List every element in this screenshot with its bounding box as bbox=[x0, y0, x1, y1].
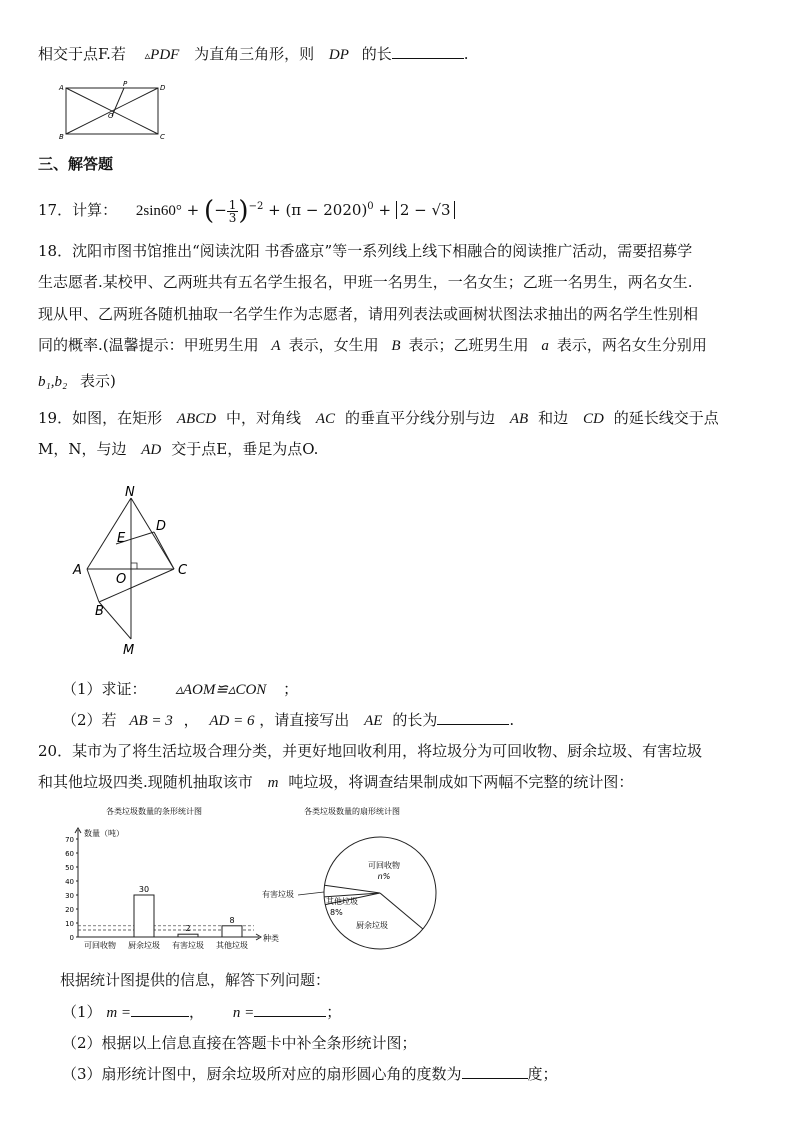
q19-text: 的延长线交于点 bbox=[613, 409, 719, 427]
geometry-figure-19 bbox=[64, 482, 204, 660]
triangle-name: PDF bbox=[150, 47, 180, 63]
y-tick-label: 10 bbox=[65, 920, 74, 928]
q18-line bbox=[38, 371, 116, 392]
pi-term: (π − 2020) bbox=[285, 201, 368, 219]
side-ab: AB bbox=[509, 411, 529, 427]
m-symbol: m bbox=[267, 775, 279, 791]
ad-value: AD = 6 bbox=[209, 713, 255, 729]
plus-sign: + bbox=[186, 201, 200, 219]
q20-line: 根据统计图提供的信息，解答下列问题： bbox=[60, 971, 331, 989]
x-tick-label: 可回收物 bbox=[84, 941, 116, 950]
q20-sub1 bbox=[62, 1002, 341, 1023]
q20-line: 20．某市为了将生活垃圾合理分类，并更好地回收利用，将垃圾分为可回收物、厨余垃圾、有害垃圾 bbox=[38, 742, 703, 760]
fraction-den: 3 bbox=[228, 210, 237, 225]
fig19-label: B bbox=[95, 604, 104, 619]
semicolon: ； bbox=[283, 680, 299, 698]
fig16-label: D bbox=[160, 84, 166, 92]
semicolon: ； bbox=[326, 1003, 342, 1021]
side-cd: CD bbox=[582, 411, 604, 427]
q18-text: 表示，女生用 bbox=[288, 336, 379, 354]
leader-line bbox=[298, 892, 324, 895]
answer-blank[interactable] bbox=[437, 710, 509, 725]
left-paren: ( bbox=[204, 196, 215, 226]
chart-title: 各类垃圾数量的条形统计图 bbox=[106, 807, 202, 816]
answer-blank[interactable] bbox=[131, 1002, 189, 1017]
rect-name: ABCD bbox=[176, 411, 217, 427]
fraction-num: 1 bbox=[228, 197, 237, 212]
y-tick-label: 70 bbox=[65, 836, 74, 844]
fig19-label: A bbox=[73, 563, 82, 578]
q19-text: 的长为 bbox=[392, 711, 438, 729]
q16-text: 相交于点F.若 bbox=[38, 45, 126, 63]
m-eq: m = bbox=[106, 1005, 132, 1021]
q18-line: 18．沈阳市图书馆推出“阅读沈阳 书香盛京”等一系列线上线下相融合的阅读推广活动，需要招募学 bbox=[38, 242, 693, 260]
plus-sign: + bbox=[378, 201, 392, 219]
slice-label: 有害垃圾 bbox=[262, 890, 294, 899]
comma: ， bbox=[183, 711, 199, 729]
q20-text: （3）扇形统计图中，厨余垃圾所对应的扇形圆心角的度数为 bbox=[62, 1065, 462, 1083]
ae-label: AE bbox=[364, 713, 383, 729]
fraction bbox=[227, 199, 239, 224]
q18-line: 生志愿者.某校甲、乙两班共有五名学生报名，甲班一名男生，一名女生；乙班一名男生，两名女生. bbox=[38, 273, 693, 291]
q16-tail bbox=[38, 44, 468, 66]
segment-dp: DP bbox=[328, 47, 349, 63]
x-axis-label: 种类 bbox=[263, 934, 279, 943]
fig19-label: E bbox=[117, 531, 126, 546]
triangle-symbol: ▵ bbox=[144, 49, 151, 62]
fig16-label: B bbox=[59, 133, 64, 141]
x-tick-label: 厨余垃圾 bbox=[128, 941, 160, 950]
answer-blank[interactable] bbox=[254, 1002, 326, 1017]
q19-text: （1）求证： bbox=[62, 680, 147, 698]
fig19-label: M bbox=[123, 643, 135, 658]
slice-sub: n% bbox=[377, 872, 391, 881]
y-tick-label: 40 bbox=[65, 878, 74, 886]
period: . bbox=[463, 45, 469, 63]
symbol-b: B bbox=[391, 338, 401, 354]
symbol-a: A bbox=[271, 338, 281, 354]
q19-text: 19．如图，在矩形 bbox=[38, 409, 163, 427]
bar bbox=[222, 926, 242, 937]
rectangle-figure-16 bbox=[58, 78, 178, 144]
x-tick-label: 其他垃圾 bbox=[216, 941, 248, 950]
chart-title: 各类垃圾数量的扇形统计图 bbox=[304, 807, 400, 816]
fig19-label: O bbox=[116, 572, 127, 587]
bar bbox=[134, 895, 154, 937]
exponent: 0 bbox=[367, 201, 374, 212]
fig19-label: C bbox=[178, 563, 188, 578]
q19-line bbox=[38, 408, 719, 429]
congruence: ▵AOM≌▵CON bbox=[175, 682, 267, 698]
q19-text: 和边 bbox=[538, 409, 569, 427]
y-tick-label: 60 bbox=[65, 850, 74, 858]
slice-label: 其他垃圾 bbox=[326, 897, 358, 906]
bar-chart bbox=[54, 800, 290, 958]
q20-sub3 bbox=[62, 1064, 558, 1084]
q17-term: 2sin60° bbox=[135, 203, 182, 219]
comma: ， bbox=[189, 1003, 205, 1021]
n-eq: n = bbox=[232, 1005, 255, 1021]
q17 bbox=[38, 194, 455, 226]
q18-text: 同的概率.(温馨提示：甲班男生用 bbox=[38, 336, 259, 354]
abs-term: 2 − √3 bbox=[396, 201, 455, 219]
q19-text: M，N，与边 bbox=[38, 440, 127, 458]
bar bbox=[178, 934, 198, 937]
q18-text: 表示) bbox=[79, 372, 116, 390]
right-paren: ) bbox=[238, 196, 249, 226]
data-label: 2 bbox=[185, 924, 191, 934]
y-axis-label: 数量（吨） bbox=[84, 829, 124, 838]
side-ad: AD bbox=[141, 442, 162, 458]
q20-text: 度； bbox=[527, 1065, 558, 1083]
ab-value: AB = 3 bbox=[129, 713, 173, 729]
q19-part2 bbox=[62, 710, 514, 731]
q18-line: 现从甲、乙两班各随机抽取一名学生作为志愿者，请用列表法或画树状图法求抽出的两名学生性别相 bbox=[38, 305, 699, 323]
q19-part1 bbox=[62, 679, 298, 700]
q16-text-c: 的长 bbox=[361, 45, 392, 63]
data-label: 8 bbox=[229, 915, 235, 925]
y-tick-label: 0 bbox=[69, 934, 74, 942]
y-tick-label: 20 bbox=[65, 906, 74, 914]
slice-sub: 8% bbox=[330, 908, 343, 917]
q20-text: （1） bbox=[62, 1003, 102, 1021]
q16-text-b: 为直角三角形，则 bbox=[194, 45, 315, 63]
fig19-label: D bbox=[156, 519, 167, 534]
fig16-label: A bbox=[59, 84, 64, 92]
exponent: −2 bbox=[248, 201, 264, 212]
fig16-label: P bbox=[123, 80, 128, 88]
q18-line bbox=[38, 335, 707, 356]
q20-text: 和其他垃圾四类.现随机抽取该市 bbox=[38, 773, 253, 791]
pie-chart bbox=[258, 800, 450, 958]
q20-text: 吨垃圾，将调查结果制成如下两幅不完整的统计图： bbox=[288, 773, 634, 791]
x-tick-label: 有害垃圾 bbox=[172, 941, 204, 950]
q19-text: （2）若 bbox=[62, 711, 117, 729]
section-heading: 三、解答题 bbox=[38, 155, 114, 173]
period: . bbox=[509, 711, 515, 729]
answer-blank[interactable] bbox=[462, 1064, 528, 1079]
symbol-lower-a: a bbox=[541, 338, 549, 354]
q20-sub2: （2）根据以上信息直接在答题卡中补全条形统计图； bbox=[62, 1034, 417, 1052]
fig16-label: O bbox=[108, 112, 114, 120]
slice-label: 厨余垃圾 bbox=[356, 921, 388, 930]
q18-text: 表示；乙班男生用 bbox=[408, 336, 529, 354]
q17-label: 17．计算： bbox=[38, 201, 118, 219]
slice-label: 可回收物 bbox=[368, 861, 400, 870]
fig16-label: C bbox=[160, 133, 165, 141]
q19-text: 中，对角线 bbox=[226, 409, 302, 427]
q19-text: 交于点E，垂足为点O. bbox=[171, 440, 319, 458]
y-tick-label: 50 bbox=[65, 864, 74, 872]
plus-sign: + bbox=[268, 201, 281, 219]
minus-sign: − bbox=[214, 201, 227, 219]
q19-text: ，请直接写出 bbox=[259, 711, 350, 729]
answer-blank[interactable] bbox=[392, 44, 464, 59]
y-tick-label: 30 bbox=[65, 892, 74, 900]
q19-text: 的垂直平分线分别与边 bbox=[345, 409, 496, 427]
fig19-label: N bbox=[125, 485, 135, 500]
diag-name: AC bbox=[315, 411, 336, 427]
q18-text: 表示，两名女生分别用 bbox=[556, 336, 707, 354]
q20-line bbox=[38, 772, 633, 793]
data-label: 30 bbox=[138, 885, 150, 894]
q19-line bbox=[38, 439, 318, 460]
symbol-b12: b₁,b₂ bbox=[38, 374, 68, 390]
